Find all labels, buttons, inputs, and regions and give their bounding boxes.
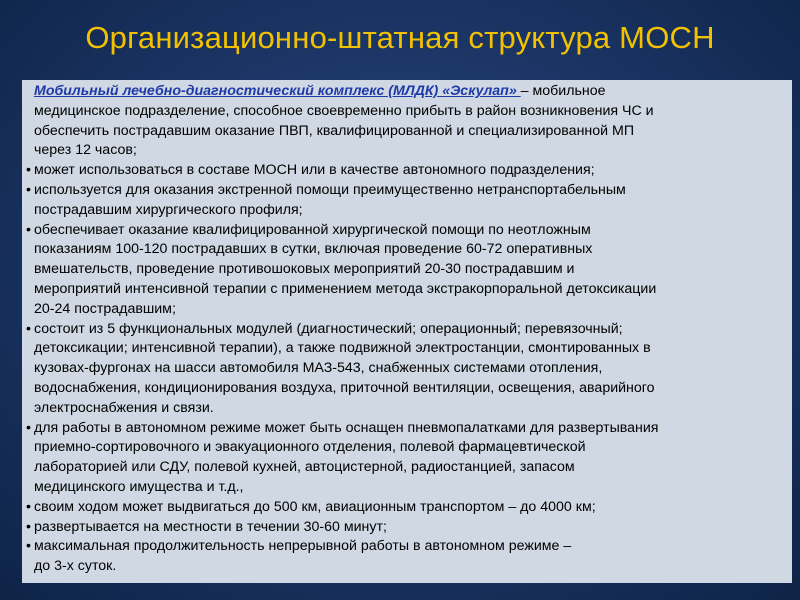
bullet-text: может использоваться в составе МОСН или в качестве автономного подразделения; — [34, 162, 595, 179]
bullet-item — [26, 181, 786, 221]
bullet-item — [26, 320, 786, 419]
bullet-item — [26, 498, 786, 518]
bullet-list — [26, 161, 786, 577]
slide-title: Организационно-штатная структура МОСН — [85, 20, 715, 55]
bullet-text: для работы в автономном режиме может быть оснащен пневмопалатками для развертывания приемно-сортировочного и эвакуационного отделения, полевой фармацевтической лабораторией или СДУ, полевой кухней, автоцистерной, радиостанцией, запасом медицинского имущества и т.д., — [34, 419, 659, 495]
content-box — [22, 80, 792, 583]
bullet-text: максимальная продолжительность непрерывной работы в автономном режиме – до 3-х суток. — [34, 538, 572, 575]
bullet-item — [26, 221, 786, 320]
bullet-item — [26, 161, 786, 181]
bullet-text: обеспечивает оказание квалифицированной хирургической помощи по неотложным показаниям 100-120 пострадавших в сутки, включая проведение 60-72 оперативных вмешательств, проведение противошоковых мероприятий 20-30 пострадавшим и мероприятий интенсивной терапии с применением метода экстракорпоральной детоксикации 20-24 пострадавшим; — [34, 221, 657, 317]
intro-paragraph — [26, 82, 786, 161]
bullet-item — [26, 518, 786, 538]
bullet-item — [26, 419, 786, 498]
bullet-text: развертывается на местности в течении 30-60 минут; — [34, 518, 387, 535]
intro-text: – мобильное медицинское подразделение, способное своевременно прибыть в район возникновения ЧС и обеспечить пострадавшим оказание ПВП, квалифицированной и специализированной МП через 12 часов; — [34, 83, 654, 159]
intro-term: Мобильный лечебно-диагностический комплекс (МЛДК) «Эскулап» — [34, 83, 521, 99]
bullet-text: своим ходом может выдвигаться до 500 км, авиационным транспортом – до 4000 км; — [34, 498, 596, 515]
bullet-text: используется для оказания экстренной помощи преимущественно нетранспортабельным пострадавшим хирургического профиля; — [34, 181, 626, 218]
bullet-text: состоит из 5 функциональных модулей (диагностический; операционный; перевязочный; детоксикации; интенсивной терапии), а также подвижной электростанции, смонтированных в кузовах-фургонах на шасси автомобиля МАЗ-543, снабженных системами отопления, водоснабжения, кондиционирования воздуха, приточной вентиляции, освещения, аварийного электроснабжения и связи. — [34, 320, 655, 416]
bullet-item — [26, 537, 786, 577]
